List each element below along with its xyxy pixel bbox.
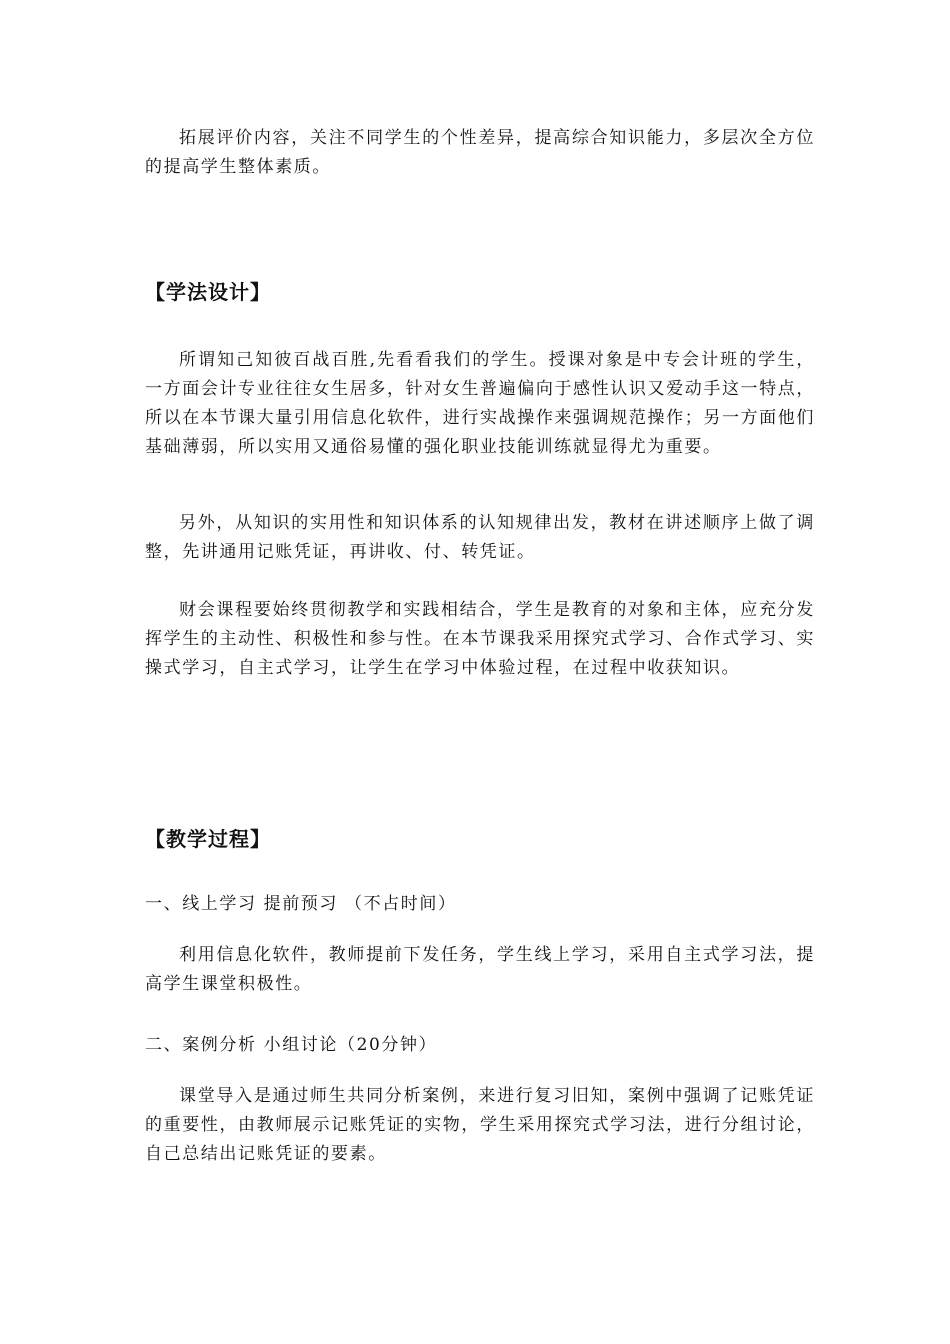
- step-title-online-learning: 一、线上学习 提前预习 （不占时间）: [145, 894, 457, 914]
- study-design-paragraph: 所谓知己知彼百战百胜,先看看我们的学生。授课对象是中专会计班的学生，一方面会计专业往往女生居多，针对女生普遍偏向于感性认识又爱动手这一特点，所以在本节课大量引用信息化软件，进行实战操作来强调规范操作；另一方面他们基础薄弱，所以实用又通俗易懂的强化职业技能训练就显得尤为重要。: [145, 350, 815, 457]
- study-design-paragraph: 财会课程要始终贯彻教学和实践相结合，学生是教育的对象和主体，应充分发挥学生的主动性、积极性和参与性。在本节课我采用探究式学习、合作式学习、实操式学习，自主式学习，让学生在学习中体验过程，在过程中收获知识。: [145, 600, 815, 678]
- step-title-case-analysis: 二、案例分析 小组讨论（20分钟）: [145, 1035, 438, 1055]
- study-design-paragraph-2-block: [145, 509, 815, 567]
- step1-text-block: [145, 941, 815, 999]
- teaching-process-heading-block: [145, 825, 815, 853]
- step2-text-block: [145, 1082, 815, 1169]
- section-heading-study-design: 【学法设计】: [145, 280, 271, 304]
- step-text-case-analysis: 课堂导入是通过师生共同分析案例，来进行复习旧知，案例中强调了记账凭证的重要性，由教师展示记账凭证的实物，学生采用探究式学习法，进行分组讨论，自己总结出记账凭证的要素。: [145, 1086, 815, 1164]
- step1-title-block: [145, 890, 815, 918]
- study-design-paragraph-3-block: [145, 596, 815, 683]
- intro-paragraph: 拓展评价内容，关注不同学生的个性差异，提高综合知识能力，多层次全方位的提高学生整体素质。: [145, 128, 815, 177]
- section-heading-teaching-process: 【教学过程】: [145, 827, 271, 851]
- step2-title-block: [145, 1031, 815, 1059]
- intro-block: [145, 124, 815, 182]
- study-design-heading-block: [145, 278, 815, 306]
- study-design-paragraph: 另外，从知识的实用性和知识体系的认知规律出发，教材在讲述顺序上做了调整，先讲通用记账凭证，再讲收、付、转凭证。: [145, 513, 815, 562]
- step-text-online-learning: 利用信息化软件，教师提前下发任务，学生线上学习，采用自主式学习法，提高学生课堂积极性。: [145, 945, 815, 994]
- study-design-paragraph-1-block: [145, 346, 815, 462]
